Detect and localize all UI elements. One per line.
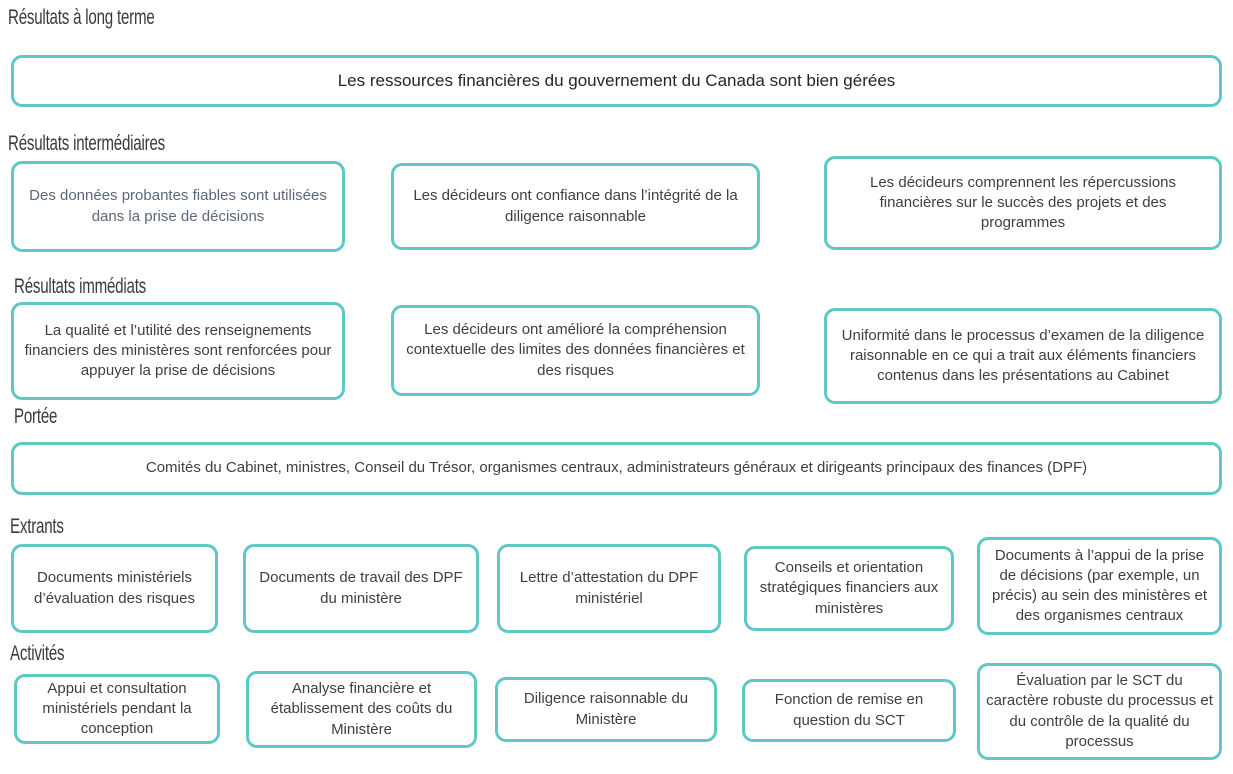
output-box-4: Conseils et orientation stratégiques financiers aux ministères xyxy=(744,546,954,631)
section-label-long-term: Résultats à long terme xyxy=(8,6,155,29)
immediate-outcome-box-3: Uniformité dans le processus d’examen de la diligence raisonnable en ce qui a trait aux éléments financiers contenus dans les présentations au Cabinet xyxy=(824,308,1222,404)
activity-box-4: Fonction de remise en question du SCT xyxy=(742,679,956,742)
immediate-outcome-box-1: La qualité et l’utilité des renseignements financiers des ministères sont renforcées pour appuyer la prise de décisions xyxy=(11,302,345,400)
intermediate-outcome-box-1: Des données probantes fiables sont utilisées dans la prise de décisions xyxy=(11,161,345,252)
activity-box-1: Appui et consultation ministériels pendant la conception xyxy=(14,674,220,744)
section-label-activities: Activités xyxy=(10,642,65,665)
output-box-1: Documents ministériels d’évaluation des risques xyxy=(11,544,218,633)
section-label-outputs: Extrants xyxy=(10,515,64,538)
output-box-2: Documents de travail des DPF du ministère xyxy=(243,544,479,633)
section-label-immediate: Résultats immédiats xyxy=(14,275,147,298)
output-box-5: Documents à l’appui de la prise de décisions (par exemple, un précis) au sein des ministères et des organismes centraux xyxy=(977,537,1222,635)
intermediate-outcome-box-3: Les décideurs comprennent les répercussions financières sur le succès des projets et des programmes xyxy=(824,156,1222,250)
immediate-outcome-box-2: Les décideurs ont amélioré la compréhension contextuelle des limites des données financières et des risques xyxy=(391,305,760,396)
output-box-3: Lettre d’attestation du DPF ministériel xyxy=(497,544,721,633)
intermediate-outcome-box-2: Les décideurs ont confiance dans l’intégrité de la diligence raisonnable xyxy=(391,163,760,250)
long-term-outcome-box: Les ressources financières du gouvernement du Canada sont bien gérées xyxy=(11,55,1222,107)
scope-box: Comités du Cabinet, ministres, Conseil du Trésor, organismes centraux, administrateurs généraux et dirigeants principaux des finances (DPF) xyxy=(11,442,1222,495)
activity-box-5: Évaluation par le SCT du caractère robuste du processus et du contrôle de la qualité du processus xyxy=(977,663,1222,760)
section-label-intermediate: Résultats intermédiaires xyxy=(8,132,166,155)
activity-box-2: Analyse financière et établissement des coûts du Ministère xyxy=(246,671,477,748)
section-label-scope: Portée xyxy=(14,405,58,428)
activity-box-3: Diligence raisonnable du Ministère xyxy=(495,677,717,742)
